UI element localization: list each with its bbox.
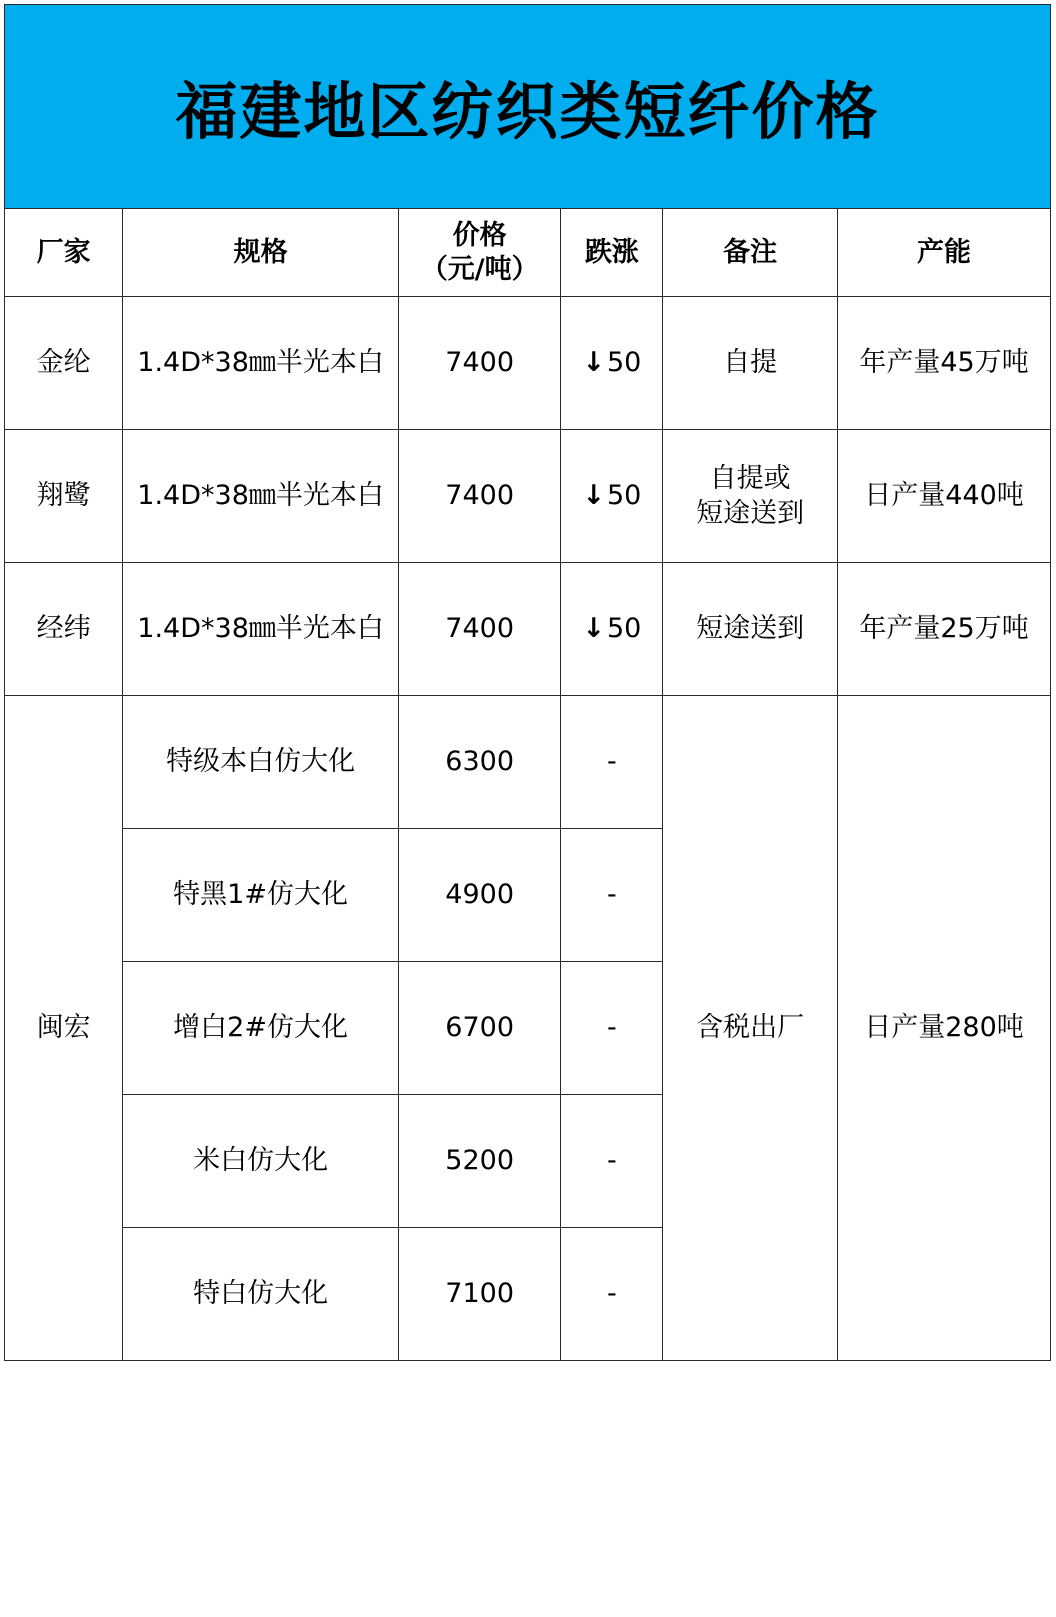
title-banner [4, 4, 1051, 209]
capacity-cell: 年产量25万吨 [838, 563, 1051, 696]
table-row [5, 297, 1051, 430]
spec-cell: 1.4D*38㎜半光本白 [123, 563, 399, 696]
price-cell: 5200 [398, 1095, 561, 1228]
change-value: 50 [606, 613, 642, 645]
down-arrow-icon: ↓ [582, 347, 605, 379]
change-cell [561, 563, 663, 696]
price-cell: 6700 [398, 962, 561, 1095]
header-remark: 备注 [663, 209, 838, 297]
header-capacity: 产能 [838, 209, 1051, 297]
change-cell [561, 297, 663, 430]
factory-cell: 翔鹭 [5, 430, 123, 563]
change-value: 50 [606, 347, 642, 379]
capacity-cell: 日产量440吨 [838, 430, 1051, 563]
change-cell: - [561, 829, 663, 962]
remark-line-2: 短途送到 [696, 498, 805, 529]
change-cell [561, 430, 663, 563]
table-header-row [5, 209, 1051, 297]
down-arrow-icon: ↓ [582, 613, 605, 645]
header-spec: 规格 [123, 209, 399, 297]
down-arrow-icon: ↓ [582, 480, 605, 512]
header-price-unit: （元/吨） [420, 253, 539, 285]
price-cell: 7400 [398, 430, 561, 563]
header-change: 跌涨 [561, 209, 663, 297]
page-title: 福建地区纺织类短纤价格 [175, 75, 880, 148]
change-value: 50 [606, 480, 642, 512]
factory-cell-minhong: 闽宏 [5, 696, 123, 1361]
spec-cell: 增白2#仿大化 [123, 962, 399, 1095]
price-table [4, 208, 1051, 1361]
header-price [398, 209, 561, 297]
header-factory: 厂家 [5, 209, 123, 297]
price-cell: 7400 [398, 563, 561, 696]
spec-cell: 1.4D*38㎜半光本白 [123, 430, 399, 563]
spec-cell: 特白仿大化 [123, 1228, 399, 1361]
remark-cell [663, 430, 838, 563]
spec-cell: 特级本白仿大化 [123, 696, 399, 829]
capacity-cell-minhong: 日产量280吨 [838, 696, 1051, 1361]
change-cell: - [561, 1095, 663, 1228]
remark-cell: 短途送到 [663, 563, 838, 696]
table-row [5, 430, 1051, 563]
price-cell: 7400 [398, 297, 561, 430]
spec-cell: 米白仿大化 [123, 1095, 399, 1228]
change-cell: - [561, 696, 663, 829]
change-cell: - [561, 962, 663, 1095]
price-cell: 4900 [398, 829, 561, 962]
table-row [5, 696, 1051, 829]
price-cell: 6300 [398, 696, 561, 829]
table-row [5, 563, 1051, 696]
remark-line-1: 自提或 [709, 462, 791, 494]
remark-cell: 自提 [663, 297, 838, 430]
price-cell: 7100 [398, 1228, 561, 1361]
remark-cell-minhong: 含税出厂 [663, 696, 838, 1361]
capacity-cell: 年产量45万吨 [838, 297, 1051, 430]
factory-cell: 经纬 [5, 563, 123, 696]
spec-cell: 特黑1#仿大化 [123, 829, 399, 962]
factory-cell: 金纶 [5, 297, 123, 430]
change-cell: - [561, 1228, 663, 1361]
price-sheet [4, 4, 1051, 1361]
header-price-label: 价格 [452, 219, 507, 251]
spec-cell: 1.4D*38㎜半光本白 [123, 297, 399, 430]
